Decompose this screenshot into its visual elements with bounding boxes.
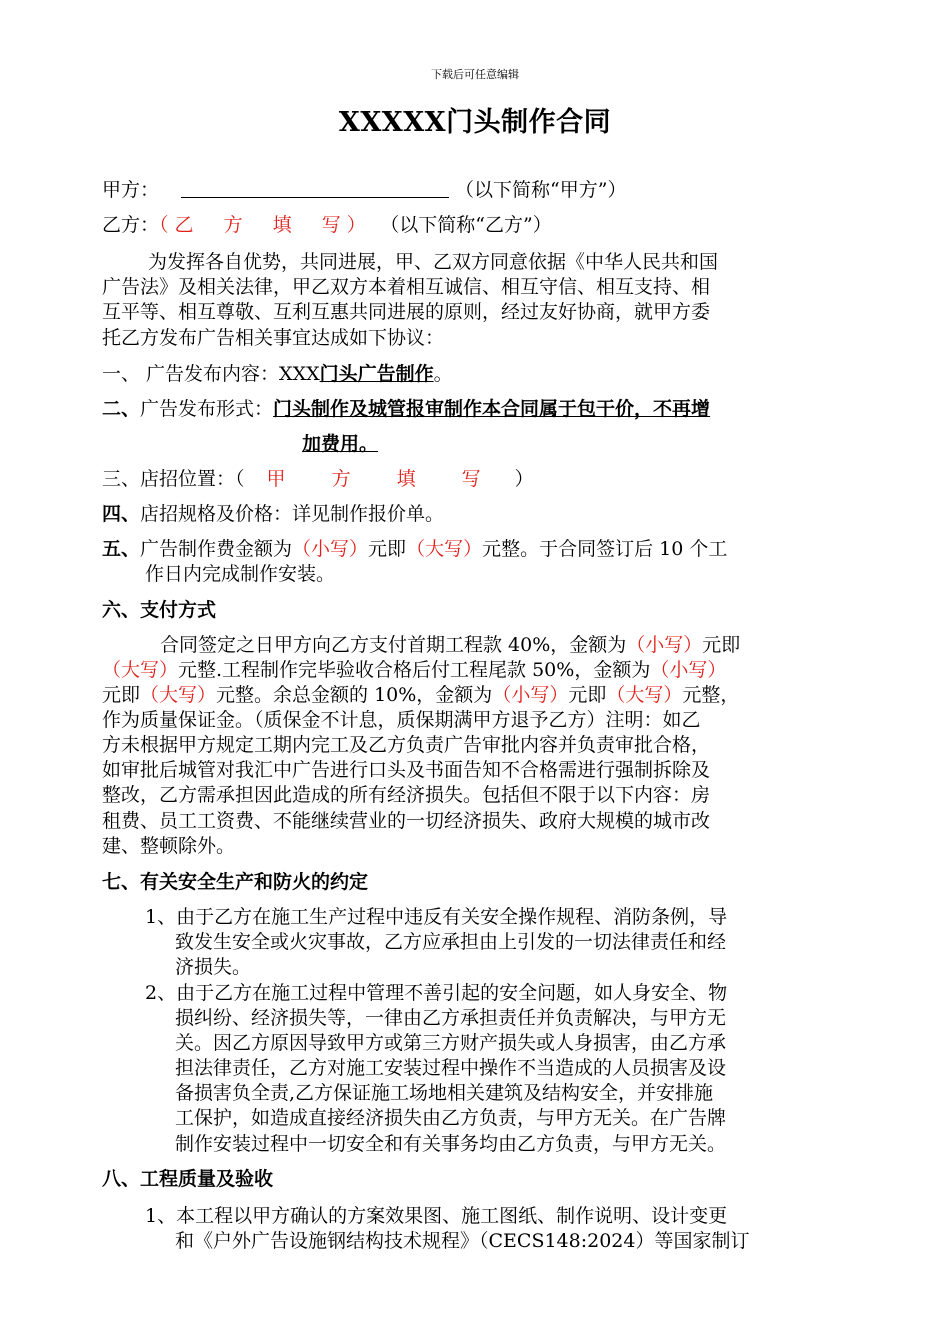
s7-item2-line-7: 制作安装过程中一切安全和有关事务均由乙方负责，与甲方无关。 [175,1133,727,1155]
section-5 [102,536,727,562]
s8-item1-line-2: 和《户外广告设施钢结构技术规程》（CECS148:2024）等国家制订 [175,1230,750,1252]
s6-l3-d: 元整， [682,684,740,706]
party-a-line [102,177,626,203]
s7-item2-line-3: 关。因乙方原因导致甲方或第三方财产损失或人身损害，由乙方承 [175,1032,727,1054]
s6-l1-b: 元即 [702,634,741,656]
intro-line-3: 互平等、相互尊敬、互利互惠共同进展的原则，经过友好协商，就甲方委 [102,301,711,323]
section-6-line-2 [102,657,726,683]
section-4-num: 四、 [102,503,141,525]
s6-l3-a: 元即 [102,684,141,706]
section-5-big-amount: （大写） [406,538,483,560]
intro-line-2: 广告法》及相关法律，甲乙双方本着相互诚信、相互守信、相互支持、相 [102,276,711,298]
s7-item2-line-4: 担法律责任，乙方对施工安装过程中操作不当造成的人员损害及设 [175,1057,727,1079]
party-a-label: 甲方： [102,179,160,201]
section-3-num: 三、 [102,468,141,490]
s7-item2-line-5: 备损害负全责,乙方保证施工场地相关建筑及结构安全，并安排施 [175,1082,714,1104]
section-5-num: 五、 [102,538,141,560]
section-6-rest-5: 租费、员工工资费、不能继续营业的一切经济损失、政府大规模的城市改 [102,810,711,832]
s7-item1-line-1: 1、由于乙方在施工生产过程中违反有关安全操作规程、消防条例，导 [145,906,728,928]
section-1 [102,361,453,387]
s8-item1-line-1: 1、本工程以甲方确认的方案效果图、施工图纸、制作说明、设计变更 [145,1205,728,1227]
section-3-label: 店招位置：（ [140,468,245,490]
section-2 [102,396,710,422]
party-b-fill: （乙 方 填 写） [159,214,372,236]
section-5-text-a: 广告制作费金额为 [140,538,293,560]
section-6-heading: 六、支付方式 [102,599,217,621]
s7-item2-line-2: 损纠纷、经济损失等，一律由乙方承担责任并负责解决，与甲方无 [175,1007,727,1029]
s7-item1-line-3: 济损失。 [175,956,252,978]
section-3 [102,466,534,492]
s7-item2-line-6: 工保护，如造成直接经济损失由乙方负责，与甲方无关。在广告牌 [175,1107,727,1129]
section-6-line-3 [102,682,739,708]
section-6-rest-3: 如审批后城管对我汇中广告进行口头及书面告知不合格需进行强制拆除及 [102,759,711,781]
s6-l3-r2: （小写） [492,684,569,706]
party-a-suffix: （以下简称“甲方”） [455,179,627,201]
header-note: 下载后可任意编辑 [431,68,519,81]
s6-l1-r1: （小写） [626,634,703,656]
s7-item1-line-2: 致发生安全或火灾事故，乙方应承担由上引发的一切法律责任和经 [175,931,727,953]
section-2-label: 广告发布形式： [140,398,274,420]
section-1-end: 。 [433,363,453,385]
section-2-emph-2: 加费用。 [302,433,379,455]
s6-l2-r2: （小写） [650,659,727,681]
s6-l1-a: 合同签定之日甲方向乙方支付首期工程款 40%，金额为 [160,634,627,656]
party-b-line [102,212,552,238]
s6-l3-r1: （大写） [140,684,217,706]
s6-l3-c: 元即 [568,684,607,706]
section-5-text-c: 元整。于合同签订后 10 个工 [482,538,728,560]
contract-title: XXXXX门头制作合同 [338,107,612,138]
section-1-emph: 门头广告制作 [319,363,434,385]
section-6-line-1 [160,632,740,658]
section-4 [102,501,444,527]
section-5-line-2: 作日内完成制作安装。 [145,563,336,585]
section-3-fill: 甲 方 填 写 [266,468,501,490]
section-3-end: ） [514,468,534,490]
section-2-num: 二、 [102,398,141,420]
intro-line-4: 托乙方发布广告相关事宜达成如下协议： [102,327,445,349]
section-6-rest-2: 方未根据甲方规定工期内完工及乙方负责广告审批内容并负责审批合格， [102,734,711,756]
section-1-num: 一、 [102,363,141,385]
s6-l3-r3: （大写） [606,684,683,706]
section-6-rest-1: 作为质量保证金。（质保金不计息，质保期满甲方退予乙方）注明：如乙 [102,709,701,731]
party-b-suffix: （以下简称“乙方”） [389,214,552,236]
party-b-label: 乙方： [102,214,160,236]
section-8-heading: 八、工程质量及验收 [102,1168,274,1190]
section-1-label: 广告发布内容：XXX [140,363,320,385]
s7-item2-line-1: 2、由于乙方在施工过程中管理不善引起的安全问题，如人身安全、物 [145,982,728,1004]
section-6-rest-6: 建、整顿除外。 [102,835,236,857]
section-2-emph-1: 门头制作及城管报审制作本合同属于包干价，不再增 [273,398,711,420]
section-7-heading: 七、有关安全生产和防火的约定 [102,871,369,893]
s6-l3-b: 元整。余总金额的 10%，金额为 [216,684,493,706]
s6-l2-a: 元整.工程制作完毕验收合格后付工程尾款 50%，金额为 [178,659,651,681]
section-5-text-b: 元即 [368,538,407,560]
section-4-label: 店招规格及价格：详见制作报价单。 [140,503,445,525]
s6-l2-r1: （大写） [102,659,179,681]
section-5-small-amount: （小写） [292,538,369,560]
intro-line-1: 为发挥各自优势，共同进展，甲、乙双方同意依据《中华人民共和国 [148,251,719,273]
section-6-rest-4: 整改，乙方需承担因此造成的所有经济损失。包括但不限于以下内容：房 [102,784,711,806]
party-a-blank [181,177,449,198]
